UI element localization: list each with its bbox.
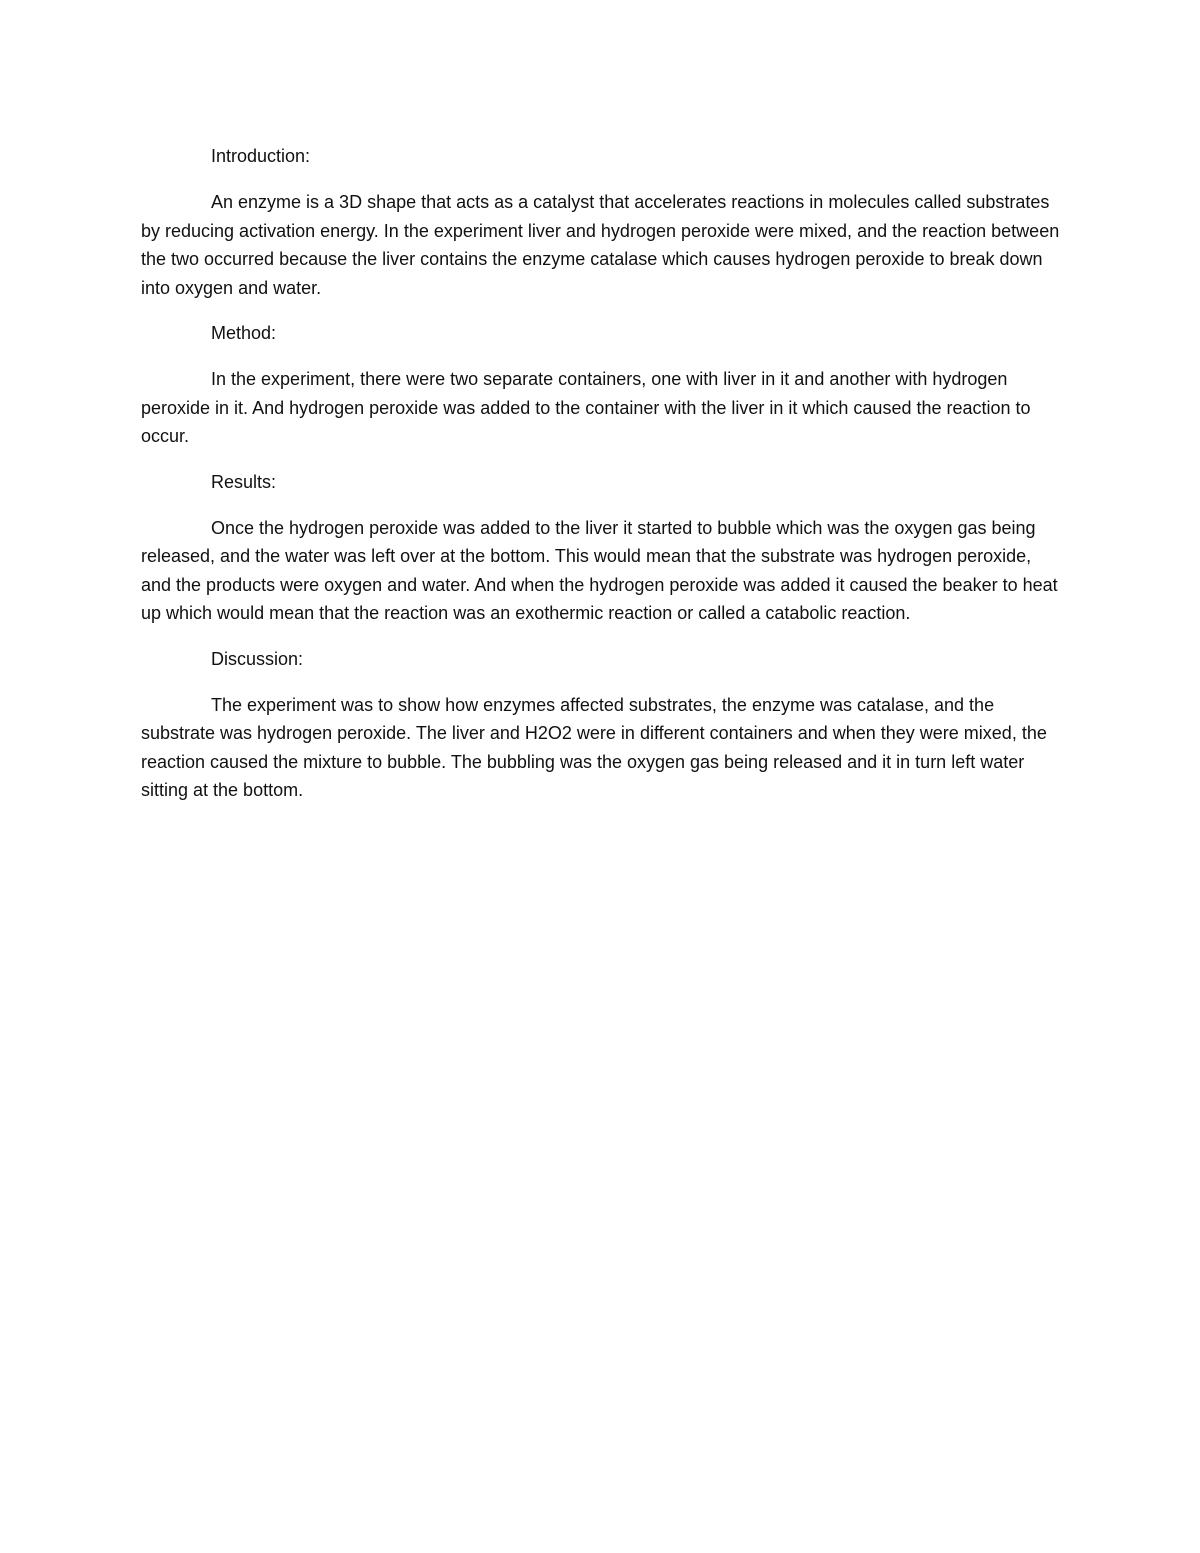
section-heading-results: Results: (211, 471, 277, 492)
section-paragraph-introduction: An enzyme is a 3D shape that acts as a catalyst that accelerates reactions in molecules called substrates by reducing activation energy. In the experiment liver and hydrogen peroxide were mixed, and the reaction between the two occurred because the liver contains the enzyme catalase which causes hydrogen peroxide to break down into oxygen and water. (141, 192, 1060, 298)
document-body (141, 140, 1066, 820)
section-heading-method: Method: (211, 323, 277, 343)
section-paragraph-results: Once the hydrogen peroxide was added to the liver it started to bubble which was the oxygen gas being released, and the water was left over at the bottom. This would mean that the substrate was hydrogen peroxide, and the products were oxygen and water. And when the hydrogen peroxide was added it caused the beaker to heat up which would mean that the reaction was an exothermic reaction or called a catabolic reaction. (141, 517, 1058, 623)
section-paragraph-method: In the experiment, there were two separate containers, one with liver in it and another with hydrogen peroxide in it. And hydrogen peroxide was added to the container with the liver in it which caused the reaction to occur. (141, 369, 1031, 446)
section-heading-discussion: Discussion: (211, 648, 304, 669)
section-paragraph-discussion: The experiment was to show how enzymes affected substrates, the enzyme was catalase, and the substrate was hydrogen peroxide. The liver and H2O2 were in different containers and when they were mixed, the reaction caused the mixture to bubble. The bubbling was the oxygen gas being released and it in turn left water sitting at the bottom. (141, 694, 1047, 800)
section-heading-introduction: Introduction: (211, 146, 311, 166)
